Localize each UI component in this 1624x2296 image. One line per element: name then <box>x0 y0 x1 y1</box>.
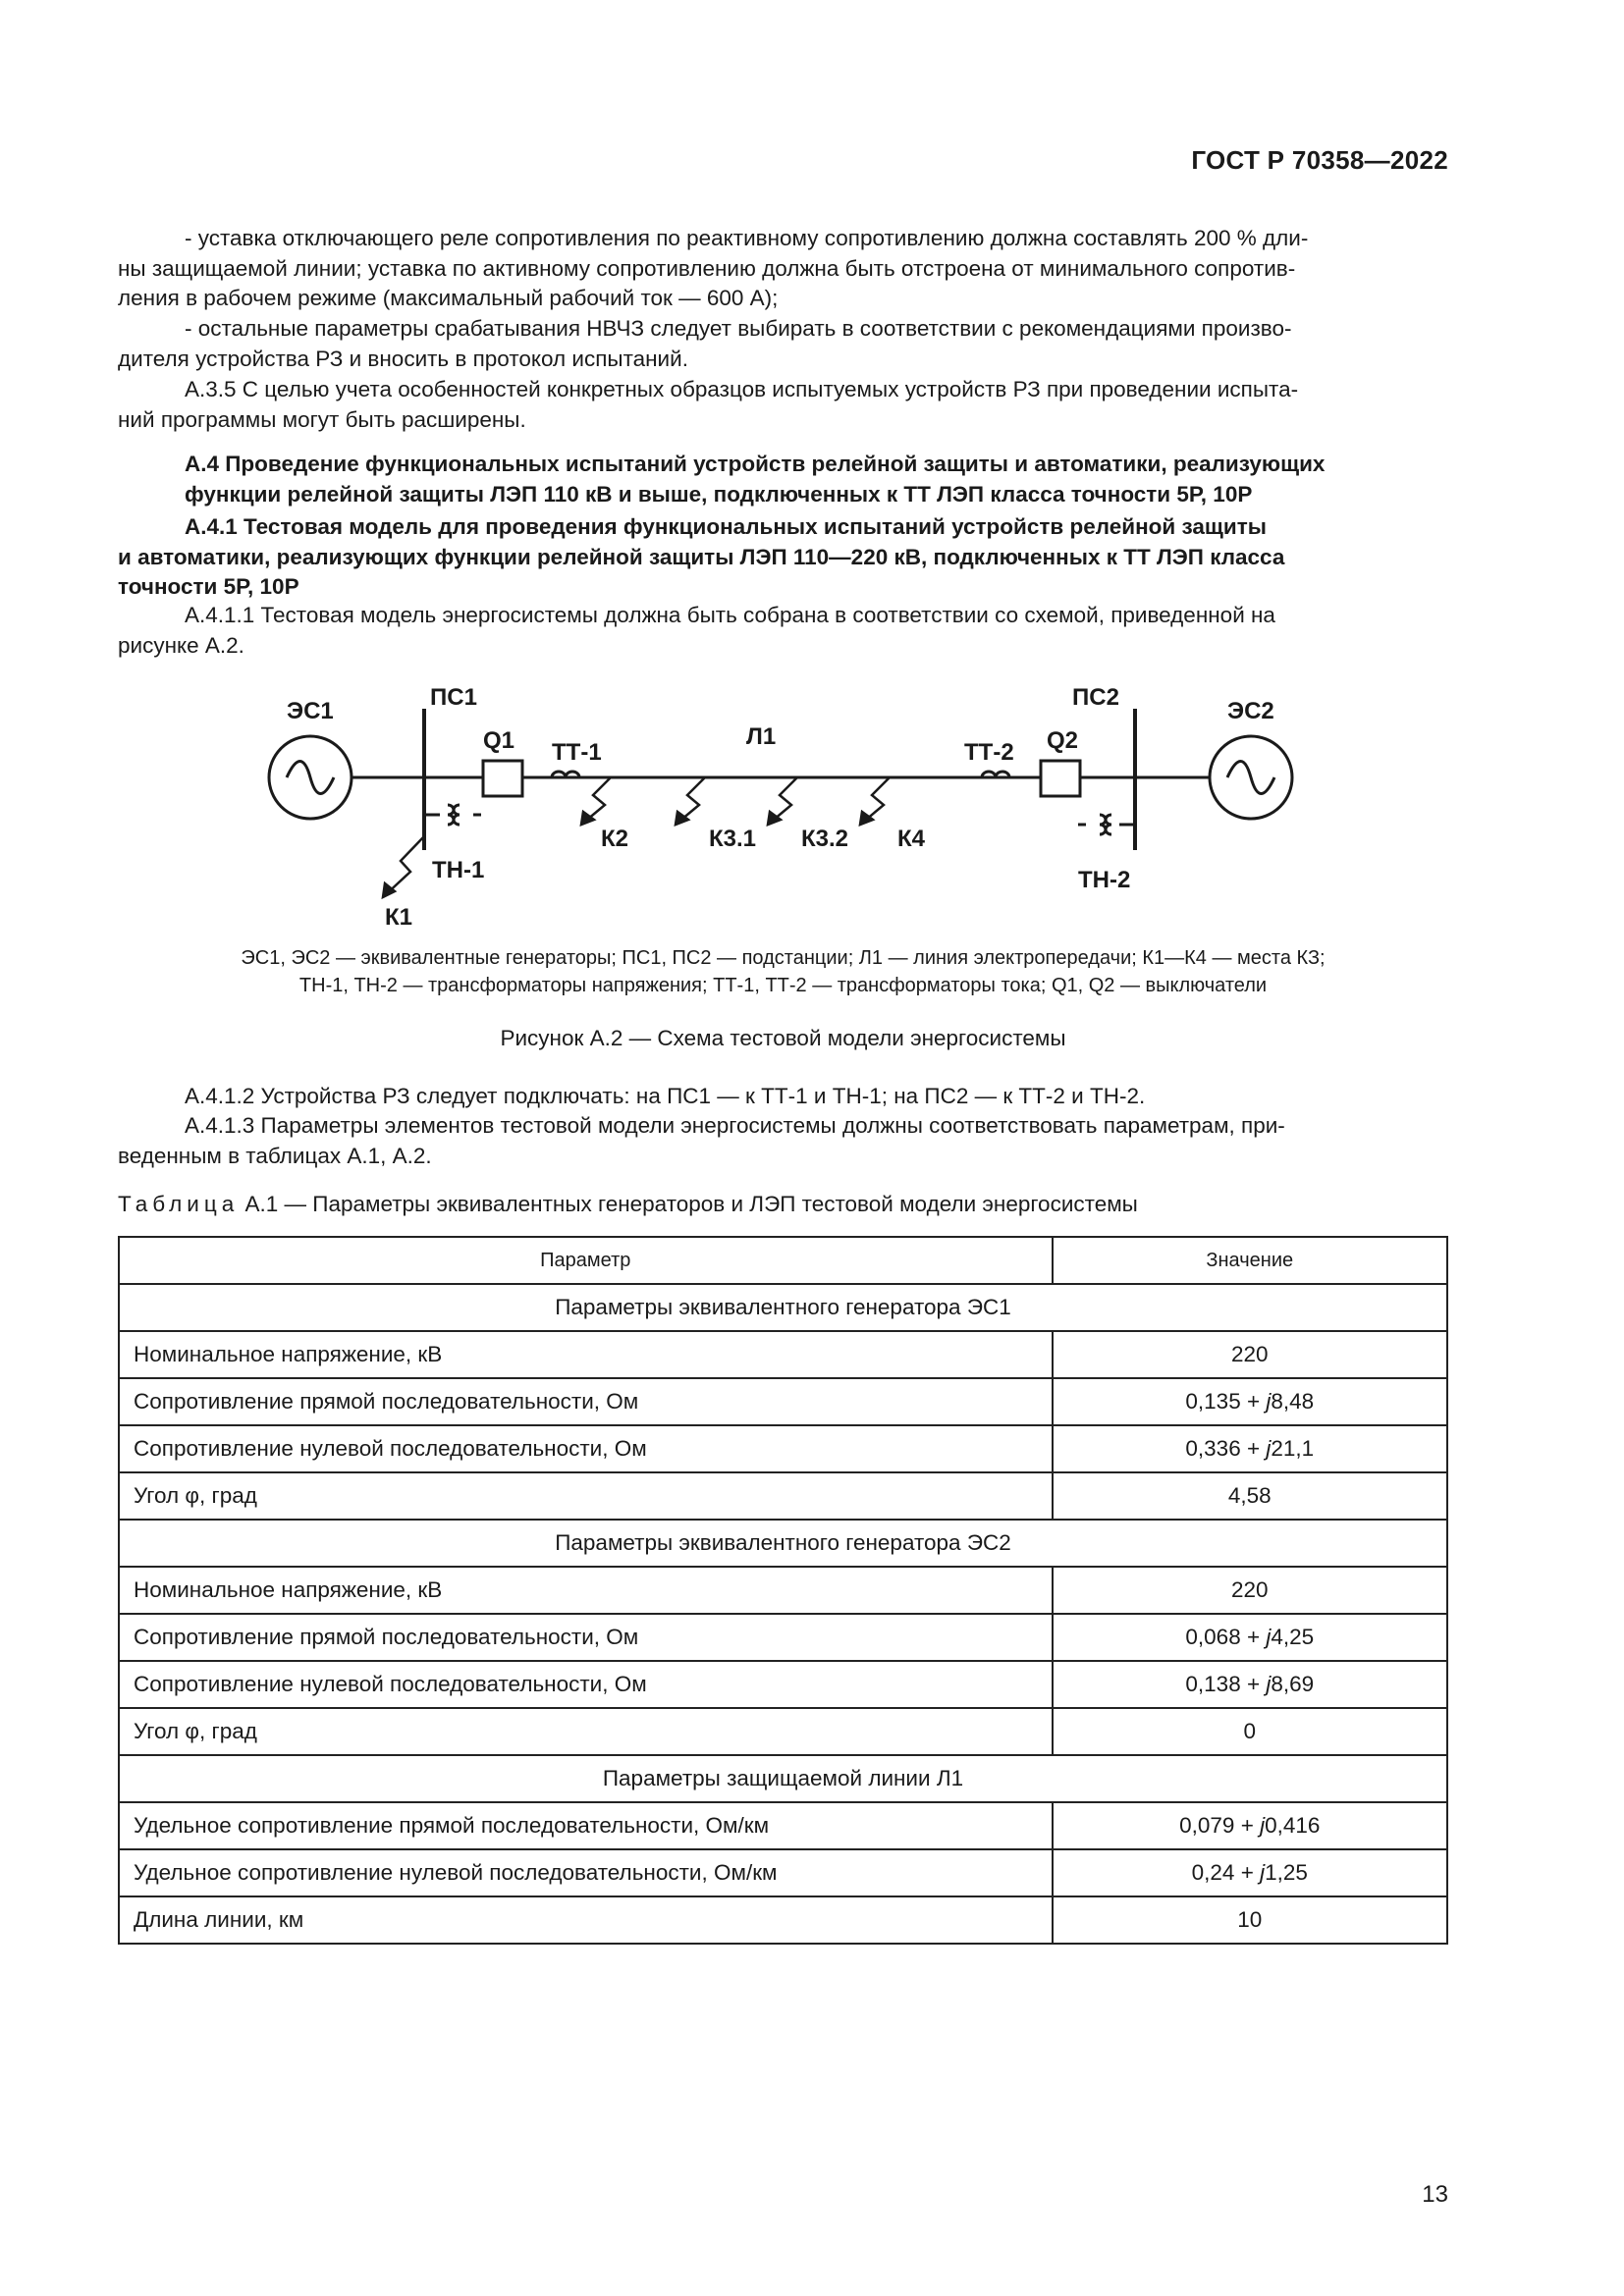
table-row <box>119 1425 1447 1472</box>
label-k32: К3.2 <box>801 826 849 852</box>
text-line: А.4.1.3 Параметры элементов тестовой модели энергосистемы должны соответствовать параметрам, при- <box>185 1113 1285 1138</box>
text-line: веденным в таблицах А.1, А.2. <box>118 1143 432 1168</box>
label-k1: К1 <box>385 904 412 930</box>
column-header-parameter: Параметр <box>119 1237 1053 1284</box>
section-title: Параметры эквивалентного генератора ЭС2 <box>119 1520 1447 1567</box>
param-value: 4,58 <box>1053 1472 1447 1520</box>
table-row <box>119 1378 1447 1425</box>
page-number: 13 <box>1422 2181 1448 2208</box>
table-caption-text: А.1 — Параметры эквивалентных генераторов и ЛЭП тестовой модели энергосистемы <box>244 1192 1138 1216</box>
table-row <box>119 1849 1447 1896</box>
label-q2: Q2 <box>1047 727 1079 754</box>
param-value: 0,079 + j0,416 <box>1053 1802 1447 1849</box>
label-ps1: ПС1 <box>430 684 477 711</box>
breaker-q1-symbol <box>483 761 522 796</box>
text-line: А.4 Проведение функциональных испытаний устройств релейной защиты и автоматики, реализующих <box>185 452 1326 476</box>
text-line: ления в рабочем режиме (максимальный рабочий ток — 600 А); <box>118 286 779 310</box>
fault-k32-symbol <box>768 777 797 825</box>
label-q1: Q1 <box>483 727 515 754</box>
text-line: А.4.1.1 Тестовая модель энергосистемы должна быть собрана в соответствии со схемой, приведенной на <box>185 603 1275 627</box>
text-line: ны защищаемой линии; уставка по активному сопротивлению должна быть отстроена от минимального сопротив- <box>118 255 1296 281</box>
param-name: Удельное сопротивление нулевой последовательности, Ом/км <box>119 1849 1053 1896</box>
param-value: 0,138 + j8,69 <box>1053 1661 1447 1708</box>
table-row <box>119 1708 1447 1755</box>
param-name: Сопротивление прямой последовательности, Ом <box>119 1614 1053 1661</box>
label-l1: Л1 <box>746 723 777 750</box>
param-value: 10 <box>1053 1896 1447 1944</box>
paragraph-a412 <box>118 1082 1448 1112</box>
param-name: Номинальное напряжение, кВ <box>119 1567 1053 1614</box>
sine-icon <box>1227 762 1274 794</box>
document-header: ГОСТ Р 70358—2022 <box>1191 145 1448 175</box>
table-row <box>119 1802 1447 1849</box>
label-tn1: ТН-1 <box>432 857 485 883</box>
section-title: Параметры защищаемой линии Л1 <box>119 1755 1447 1802</box>
table-row <box>119 1331 1447 1378</box>
paragraph-setting-1 <box>118 224 1448 314</box>
text-line: - уставка отключающего реле сопротивления по реактивному сопротивлению должна составлять 200 % дли- <box>185 226 1309 250</box>
breaker-q2-symbol <box>1041 761 1080 796</box>
paragraph-a411 <box>118 601 1448 661</box>
section-title: Параметры эквивалентного генератора ЭС1 <box>119 1284 1447 1331</box>
column-header-value: Значение <box>1053 1237 1447 1284</box>
table-section-row <box>119 1520 1447 1567</box>
param-name: Удельное сопротивление прямой последовательности, Ом/км <box>119 1802 1053 1849</box>
table-row <box>119 1614 1447 1661</box>
text-line: рисунке А.2. <box>118 632 244 658</box>
figure-caption: Рисунок А.2 — Схема тестовой модели энергосистемы <box>500 1026 1066 1050</box>
param-name: Сопротивление нулевой последовательности, Ом <box>119 1425 1053 1472</box>
table-caption-word: Таблица <box>118 1192 240 1216</box>
legend-line: ТН-1, ТН-2 — трансформаторы напряжения; ТТ-1, ТТ-2 — трансформаторы тока; Q1, Q2 — выключатели <box>298 975 1268 996</box>
vt-tn1-symbol <box>424 805 481 825</box>
table-row <box>119 1472 1447 1520</box>
text-line: дителя устройства РЗ и вносить в протокол испытаний. <box>118 346 688 371</box>
fault-k2-symbol <box>581 777 611 825</box>
fault-k31-symbol <box>676 777 705 825</box>
param-value: 0 <box>1053 1708 1447 1755</box>
text-line: А.4.1.2 Устройства РЗ следует подключать: на ПС1 — к ТТ-1 и ТН-1; на ПС2 — к ТТ-2 и ТН-2. <box>185 1084 1146 1108</box>
label-es1: ЭС1 <box>287 698 334 724</box>
heading-a41 <box>118 512 1448 603</box>
table-header-row <box>119 1237 1447 1284</box>
table-section-row <box>119 1284 1447 1331</box>
label-k31: К3.1 <box>709 826 757 852</box>
fault-k4-symbol <box>860 777 890 825</box>
paragraph-a35 <box>118 375 1448 435</box>
figure-legend <box>118 944 1448 999</box>
param-value: 220 <box>1053 1331 1447 1378</box>
legend-line: ЭС1, ЭС2 — эквивалентные генераторы; ПС1, ПС2 — подстанции; Л1 — линия электропередачи; К1—К4 — места КЗ; <box>241 947 1326 969</box>
label-tt1: ТТ-1 <box>552 739 602 766</box>
diagram-svg <box>255 679 1306 930</box>
param-value: 0,068 + j4,25 <box>1053 1614 1447 1661</box>
heading-a4 <box>118 450 1448 509</box>
param-value: 0,24 + j1,25 <box>1053 1849 1447 1896</box>
label-ps2: ПС2 <box>1072 684 1119 711</box>
table-caption <box>118 1192 1448 1217</box>
param-value: 220 <box>1053 1567 1447 1614</box>
label-k2: К2 <box>601 826 628 852</box>
fault-k1-symbol <box>383 836 424 897</box>
text-line: А.3.5 С целью учета особенностей конкретных образцов испытуемых устройств РЗ при проведении испыта- <box>185 377 1299 401</box>
text-line: - остальные параметры срабатывания НВЧЗ следует выбирать в соответствии с рекомендациями произво- <box>185 316 1292 341</box>
text-line: ний программы могут быть расширены. <box>118 406 526 432</box>
table-section-row <box>119 1755 1447 1802</box>
power-system-diagram <box>255 679 1306 930</box>
label-es2: ЭС2 <box>1227 698 1274 724</box>
parameters-table <box>118 1236 1448 1945</box>
param-name: Сопротивление нулевой последовательности, Ом <box>119 1661 1053 1708</box>
param-name: Угол φ, град <box>119 1708 1053 1755</box>
param-value: 0,135 + j8,48 <box>1053 1378 1447 1425</box>
param-name: Сопротивление прямой последовательности, Ом <box>119 1378 1053 1425</box>
param-name: Номинальное напряжение, кВ <box>119 1331 1053 1378</box>
text-line: А.4.1 Тестовая модель для проведения функциональных испытаний устройств релейной защиты <box>185 514 1267 539</box>
label-tt2: ТТ-2 <box>964 739 1014 766</box>
text-line: функции релейной защиты ЛЭП 110 кВ и выше, подключенных к ТТ ЛЭП класса точности 5Р, 10Р <box>185 481 1253 507</box>
param-value: 0,336 + j21,1 <box>1053 1425 1447 1472</box>
paragraph-a413 <box>118 1111 1448 1171</box>
param-name: Угол φ, град <box>119 1472 1053 1520</box>
vt-tn2-symbol <box>1078 815 1135 834</box>
text-line: точности 5Р, 10Р <box>118 574 299 599</box>
table-row <box>119 1567 1447 1614</box>
text-line: и автоматики, реализующих функции релейной защиты ЛЭП 110—220 кВ, подключенных к ТТ ЛЭП класса <box>118 544 1285 569</box>
param-name: Длина линии, км <box>119 1896 1053 1944</box>
label-k4: К4 <box>897 826 925 852</box>
table-row <box>119 1661 1447 1708</box>
label-tn2: ТН-2 <box>1078 867 1131 893</box>
sine-icon <box>287 762 334 794</box>
paragraph-setting-2 <box>118 314 1448 374</box>
table-row <box>119 1896 1447 1944</box>
